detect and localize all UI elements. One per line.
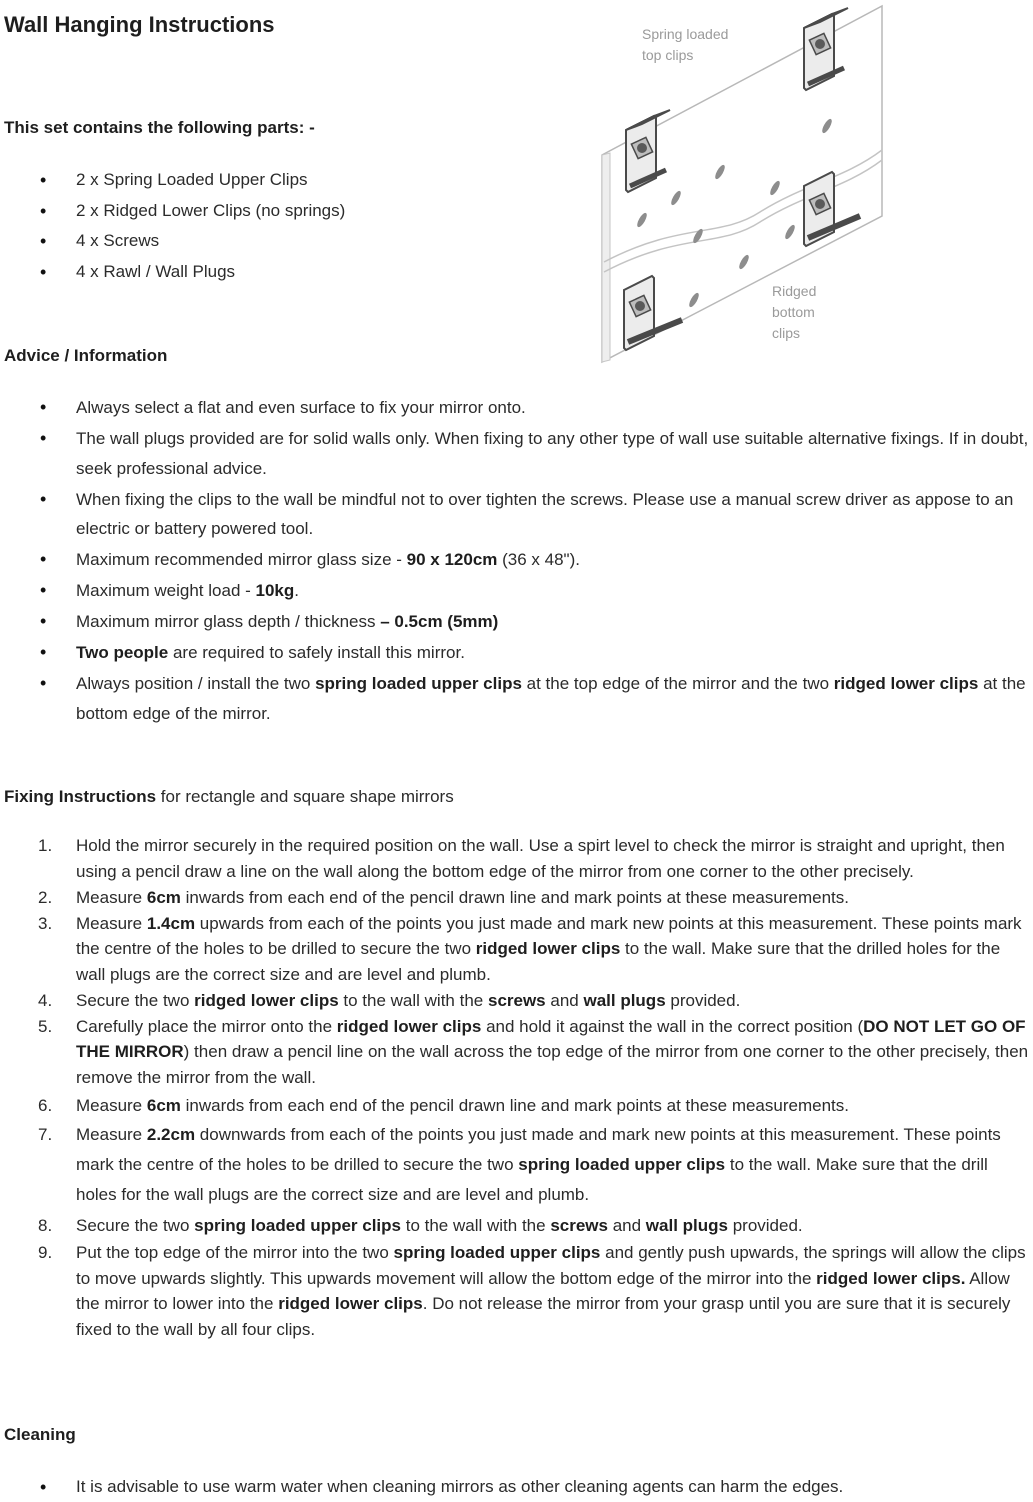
bold-text: ridged lower clips	[278, 1294, 423, 1313]
text-run: Carefully place the mirror onto the	[76, 1016, 337, 1036]
list-item	[4, 485, 1033, 544]
text-run: to the wall with the	[401, 1215, 551, 1235]
list-item	[4, 424, 1033, 483]
bold-text: Two people	[76, 643, 169, 662]
bold-text: ridged lower clips	[475, 939, 621, 958]
list-item	[4, 607, 1033, 637]
bold-text: spring loaded upper clips	[194, 1215, 401, 1235]
bold-text: – 0.5cm (5mm)	[380, 612, 499, 631]
step-number: 8.	[38, 1215, 53, 1235]
parts-list	[4, 165, 564, 287]
mirror-clips-diagram	[590, 0, 890, 372]
cleaning-heading: Cleaning	[4, 1425, 76, 1444]
text-run: Maximum weight load -	[76, 581, 256, 600]
text-run: are required to safely install this mirror.	[168, 643, 465, 662]
text-run: Measure	[76, 913, 147, 933]
text-run: provided.	[727, 1215, 803, 1235]
text-run: Allow the mirror to lower into the	[76, 1268, 1010, 1313]
text-run: and	[545, 990, 584, 1010]
fixing-step	[4, 1014, 1033, 1091]
text-run: Secure the two	[76, 1215, 195, 1235]
text-run: to the wall. Make sure that the drilled holes for the wall plugs are the correct size and are level and plumb.	[76, 939, 1001, 984]
text-run: Measure	[76, 1125, 147, 1144]
text-run: Always select a flat and even surface to fix your mirror onto.	[76, 398, 526, 417]
advice-heading: Advice / Information	[4, 346, 168, 365]
bold-text: screws	[487, 990, 546, 1010]
step-number: 7.	[38, 1125, 53, 1144]
step-number: 3.	[38, 913, 53, 933]
text-run: (36 x 48").	[497, 550, 580, 569]
step-number: 4.	[38, 990, 53, 1010]
step-number: 2.	[38, 887, 53, 907]
ridged-clips-label: Ridged bottom clips	[772, 283, 817, 341]
bold-text: spring loaded upper clips	[518, 1155, 726, 1174]
bold-text: ridged lower clips	[194, 990, 339, 1010]
list-item	[4, 638, 1033, 668]
text-run: Measure	[76, 887, 147, 907]
text-run: Hold the mirror securely in the required position on the wall. Use a spirt level to check the mirror is straight and upright, then using a pencil draw a line on the wall along the bottom edge of the mirror from one corner to the other precisely.	[76, 836, 1005, 881]
fixing-heading-rest: for rectangle and square shape mirrors	[156, 787, 454, 806]
text-run: Measure	[76, 1095, 147, 1115]
list-item: • 4 x Screws	[4, 226, 564, 257]
text-run: to the wall with the	[338, 990, 488, 1010]
fixing-step	[4, 1120, 1033, 1210]
fixing-heading-bold: Fixing Instructions	[4, 787, 157, 806]
spring-clip-right	[804, 8, 848, 90]
step-number: 6.	[38, 1095, 53, 1115]
text-run: It is advisable to use warm water when cleaning mirrors as other cleaning agents can harm the edges.	[76, 1477, 844, 1496]
text-run: upwards from each of the points you just made and mark new points at this measurement. These points mark the centre of the holes to be drilled to secure the two	[76, 913, 1022, 958]
bold-text: spring loaded upper clips	[315, 674, 522, 693]
fixing-heading	[4, 787, 454, 807]
bold-text: wall plugs	[583, 990, 666, 1010]
text-run: inwards from each end of the pencil drawn line and mark points at these measurements.	[180, 1095, 849, 1115]
text-run: ) then draw a pencil line on the wall across the top edge of the mirror from one corner to the other precisely, then remove the mirror from the wall.	[76, 1042, 1029, 1087]
fixing-steps-list	[4, 833, 1033, 1343]
text-run: Always position / install the two	[76, 674, 316, 693]
ridged-clip-left	[624, 276, 682, 350]
bold-text: 1.4cm	[146, 913, 196, 933]
fixing-step	[4, 1091, 1033, 1120]
text-run: Maximum recommended mirror glass size -	[76, 550, 407, 569]
step-number: 9.	[38, 1243, 53, 1262]
bold-text: DO NOT LET GO OF THE MIRROR	[76, 1016, 1026, 1061]
step-number: 5.	[38, 1016, 53, 1036]
cleaning-list	[4, 1472, 1033, 1502]
fixing-step	[4, 1240, 1033, 1342]
text-run: to the wall. Make sure that the drill holes for the wall plugs are the correct size and are level and plumb.	[76, 1155, 988, 1204]
bold-text: 10kg	[255, 581, 295, 600]
text-run: and hold it against the wall in the correct position (	[481, 1016, 864, 1036]
bold-text: spring loaded upper clips	[393, 1243, 601, 1262]
bold-text: 6cm	[146, 887, 181, 907]
fixing-step	[4, 911, 1033, 988]
text-run: and gently push upwards, the springs will allow the clips to move upwards slightly. This upwards movement will allow the bottom edge of the mirror into the	[76, 1243, 1026, 1288]
list-item	[4, 545, 1033, 575]
list-item	[4, 669, 1033, 728]
bold-text: 90 x 120cm	[406, 550, 498, 569]
spring-clips-label: Spring loaded top clips	[642, 26, 729, 63]
list-item	[4, 576, 1033, 606]
text-run: Secure the two	[76, 990, 195, 1010]
document-title: Wall Hanging Instructions	[4, 12, 275, 37]
text-run: at the bottom edge of the mirror.	[76, 674, 1026, 723]
text-run: inwards from each end of the pencil drawn line and mark points at these measurements.	[180, 887, 849, 907]
fixing-step	[4, 833, 1033, 884]
text-run: The wall plugs provided are for solid walls only. When fixing to any other type of wall use suitable alternative fixings. If in doubt, seek professional advice.	[76, 429, 1029, 478]
bold-text: 6cm	[146, 1095, 181, 1115]
advice-list	[4, 393, 1033, 730]
text-run: and	[607, 1215, 646, 1235]
text-run: provided.	[665, 990, 741, 1010]
fixing-step	[4, 1211, 1033, 1240]
ridged-clip-right	[804, 172, 860, 246]
parts-heading: This set contains the following parts: -	[4, 118, 315, 137]
list-item: • 2 x Ridged Lower Clips (no springs)	[4, 196, 564, 227]
text-run: .	[294, 581, 299, 600]
text-run: Put the top edge of the mirror into the two	[76, 1243, 394, 1262]
list-item: • 4 x Rawl / Wall Plugs	[4, 257, 564, 288]
text-run: at the top edge of the mirror and the two	[521, 674, 834, 693]
fixing-step	[4, 988, 1033, 1014]
list-item	[4, 393, 1033, 423]
bold-text: ridged lower clips	[833, 674, 979, 693]
text-run: . Do not release the mirror from your grasp until you are sure that it is securely fixed to the wall by all four clips.	[76, 1294, 1011, 1339]
bold-text: ridged lower clips.	[816, 1268, 966, 1288]
list-item	[4, 1472, 1033, 1502]
fixing-step	[4, 885, 1033, 911]
step-number: 1.	[38, 836, 53, 855]
list-item: • 2 x Spring Loaded Upper Clips	[4, 165, 564, 196]
bold-text: wall plugs	[645, 1215, 728, 1235]
text-run: downwards from each of the points you just made and mark new points at this measurement. These points mark the centre of the holes to be drilled to secure the two	[76, 1125, 1001, 1174]
text-run: Maximum mirror glass depth / thickness	[76, 612, 381, 631]
bold-text: ridged lower clips	[336, 1016, 482, 1036]
bold-text: 2.2cm	[146, 1125, 196, 1144]
bold-text: screws	[550, 1215, 608, 1235]
mirror-illustration	[590, 0, 890, 372]
mirror-edge	[602, 153, 610, 362]
text-run: When fixing the clips to the wall be mindful not to over tighten the screws. Please use a manual screw driver as appose to an electric or battery powered tool.	[76, 489, 1014, 538]
